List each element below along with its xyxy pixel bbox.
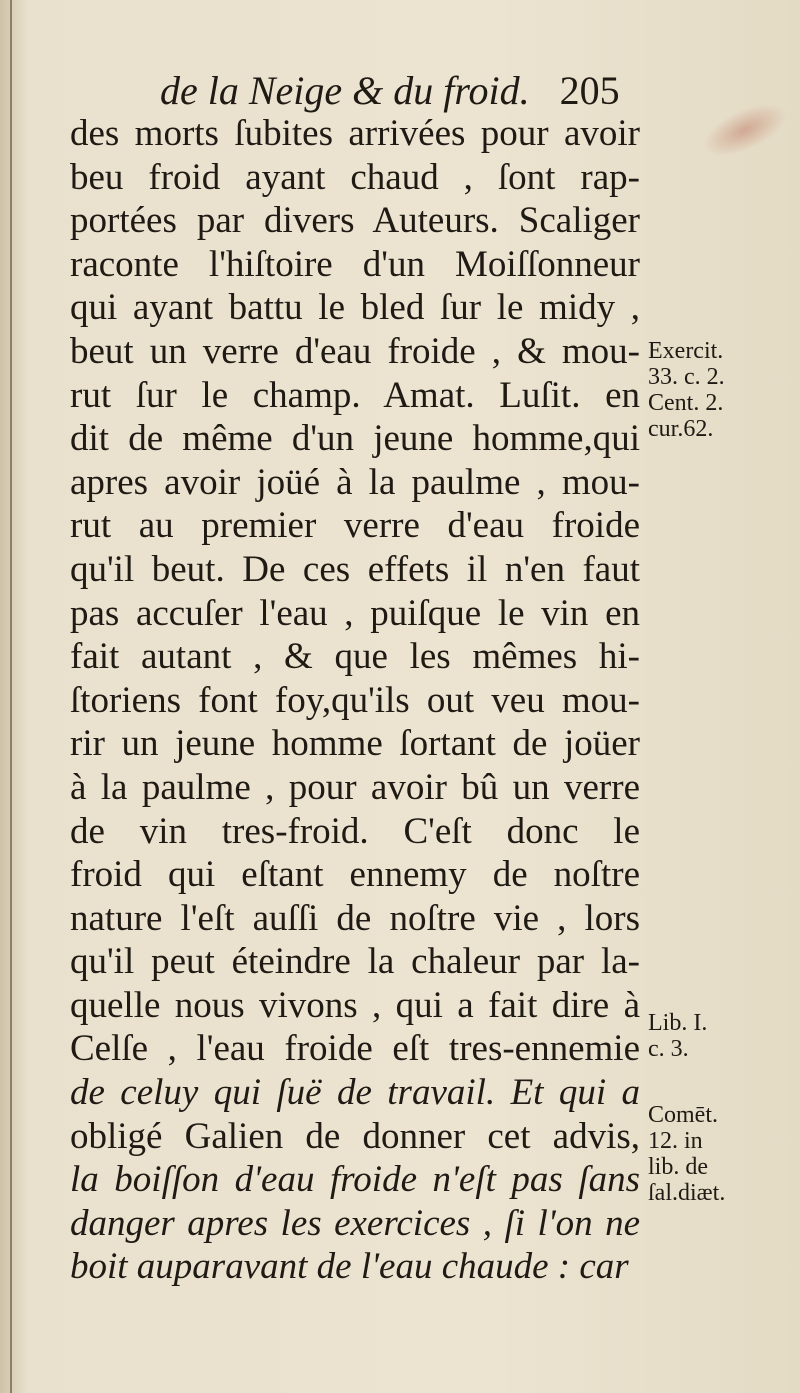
- text-line: qui ayant battu le bled ſur le midy ,: [70, 287, 640, 329]
- margin-note-comet: [648, 1102, 798, 1206]
- text-line: obligé Galien de donner cet advis,: [70, 1115, 640, 1157]
- text-line: quelle nous vivons , qui a fait dire à: [70, 984, 640, 1026]
- text-line: nature l'eſt auſſi de noſtre vie , lors: [70, 897, 640, 939]
- margin-note-line: c. 3.: [648, 1036, 689, 1062]
- text-line: des morts ſubites arrivées pour avoir: [70, 113, 640, 154]
- text-line: de celuy qui ſuë de travail. Et qui a: [70, 1072, 640, 1114]
- text-line: ſtoriens font foy,qu'ils out veu mou-: [70, 679, 640, 721]
- margin-note-line: Exercit.: [648, 338, 724, 364]
- text-line: Celſe , l'eau froide eſt tres-ennemie: [70, 1028, 640, 1070]
- text-line: rut ſur le champ. Amat. Luſit. en: [70, 374, 640, 416]
- text-line: qu'il peut éteindre la chaleur par la-: [70, 941, 640, 983]
- text-line: de vin tres-froid. C'eſt donc le: [70, 810, 640, 852]
- text-line: froid qui eſtant ennemy de noſtre: [70, 854, 640, 896]
- margin-note-line: Comēt.: [648, 1102, 718, 1128]
- running-head-title: de la Neige & du froid.: [160, 68, 530, 113]
- text-line: à la paulme , pour avoir bû un verre: [70, 766, 640, 808]
- margin-note-lib: [648, 1010, 798, 1062]
- text-line: beu froid ayant chaud , ſont rap-: [70, 156, 640, 198]
- margin-note-line: 12. in: [648, 1128, 703, 1154]
- text-line: beut un verre d'eau froide , & mou-: [70, 330, 640, 372]
- text-line: dit de même d'un jeune homme,qui: [70, 418, 640, 460]
- margin-note-line: cur.62.: [648, 416, 714, 442]
- body-text: [70, 112, 640, 1289]
- text-line: boit auparavant de l'eau chaude : car: [70, 1246, 629, 1288]
- text-line: pas accuſer l'eau , puiſque le vin en: [70, 592, 640, 634]
- text-line: la boiſſon d'eau froide n'eſt pas ſans: [70, 1159, 640, 1201]
- text-line: rir un jeune homme ſortant de joüer: [70, 723, 640, 765]
- running-head: [160, 66, 640, 116]
- text-line: rut au premier verre d'eau froide: [70, 505, 640, 547]
- text-line: danger apres les exercices , ſi l'on ne: [70, 1202, 640, 1244]
- ink-stain: [696, 93, 794, 167]
- text-line: apres avoir joüé à la paulme , mou-: [70, 461, 640, 503]
- margin-note-line: lib. de: [648, 1154, 708, 1180]
- margin-note-line: Cent. 2.: [648, 390, 724, 416]
- page-number: 205: [559, 68, 620, 113]
- margin-note-line: 33. c. 2.: [648, 364, 725, 390]
- text-line: raconte l'hiſtoire d'un Moiſſonneur: [70, 243, 640, 285]
- margin-note-line: Lib. I.: [648, 1010, 708, 1036]
- text-line: qu'il beut. De ces effets il n'en faut: [70, 548, 640, 590]
- margin-note-line: ſal.diæt.: [648, 1180, 726, 1206]
- text-line: fait autant , & que les mêmes hi-: [70, 636, 640, 678]
- text-line: portées par divers Auteurs. Scaliger: [70, 200, 640, 242]
- binding-edge: [10, 0, 12, 1393]
- margin-note-exercit: [648, 338, 798, 442]
